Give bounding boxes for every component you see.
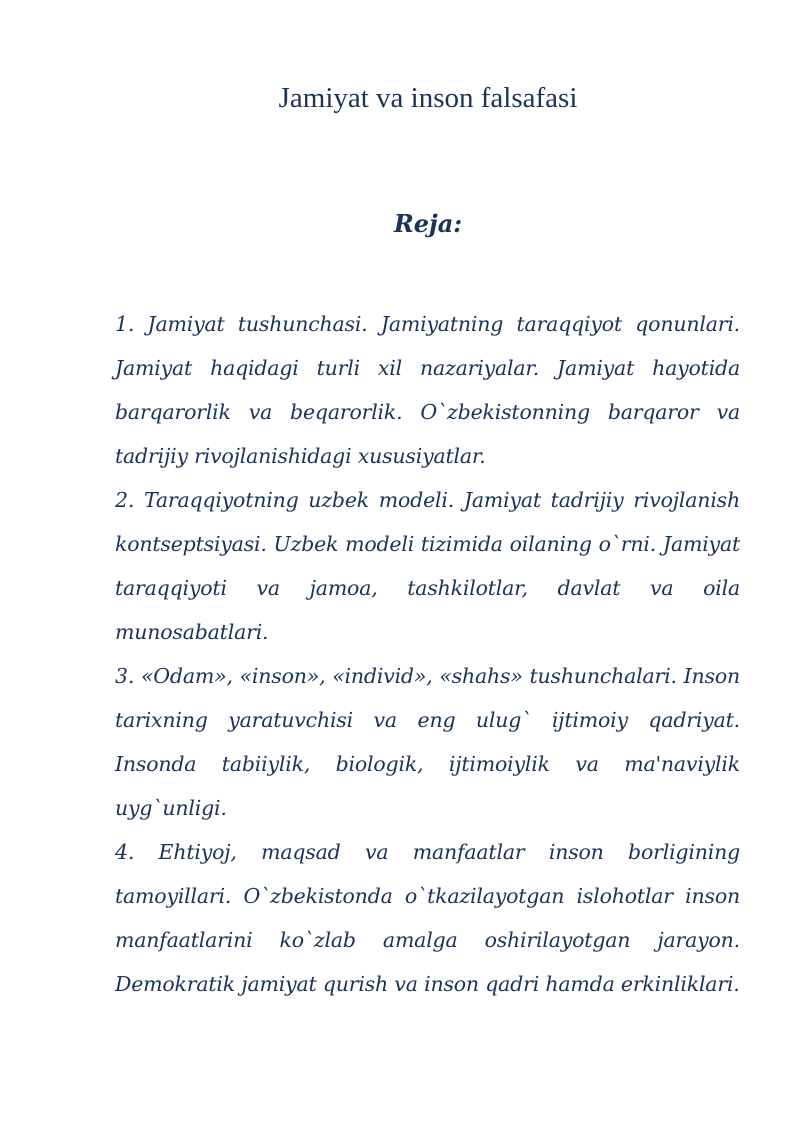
document-title: Jamiyat va inson falsafasi <box>278 82 578 114</box>
plan-item-2: 2. Taraqqiyotning uzbek modeli. Jamiyat tadrijiy rivojlanish kontseptsiyasi. Uzbek modeli tizimida oilaning o`rni. Jamiyat taraqqiyoti va jamoa, tashkilotlar, davlat va oila munosabatlari. <box>115 488 740 644</box>
plan-item-1: 1. Jamiyat tushunchasi. Jamiyatning taraqqiyot qonunlari. Jamiyat haqidagi turli xil nazariyalar. Jamiyat hayotida barqarorlik va beqarorlik. O`zbekistonning barqaror va tadrijiy rivojlanishidagi xususiyatlar. <box>115 312 740 468</box>
plan-item-3: 3. «Odam», «inson», «individ», «shahs» tushunchalari. Inson tarixning yaratuvchisi va eng ulug` ijtimoiy qadriyat. Insonda tabiiylik, biologik, ijtimoiylik va ma'naviylik uyg`unligi. <box>115 664 740 820</box>
plan-list <box>115 302 740 1006</box>
plan-item-4: 4. Ehtiyoj, maqsad va manfaatlar inson borligining tamoyillari. O`zbekistonda o`tkazilayotgan islohotlar inson manfaatlarini ko`zlab amalga oshirilayotgan jarayon. Demokratik jamiyat qurish va inson qadri hamda erkinliklari. <box>115 840 740 996</box>
plan-heading: Reja: <box>393 209 463 238</box>
